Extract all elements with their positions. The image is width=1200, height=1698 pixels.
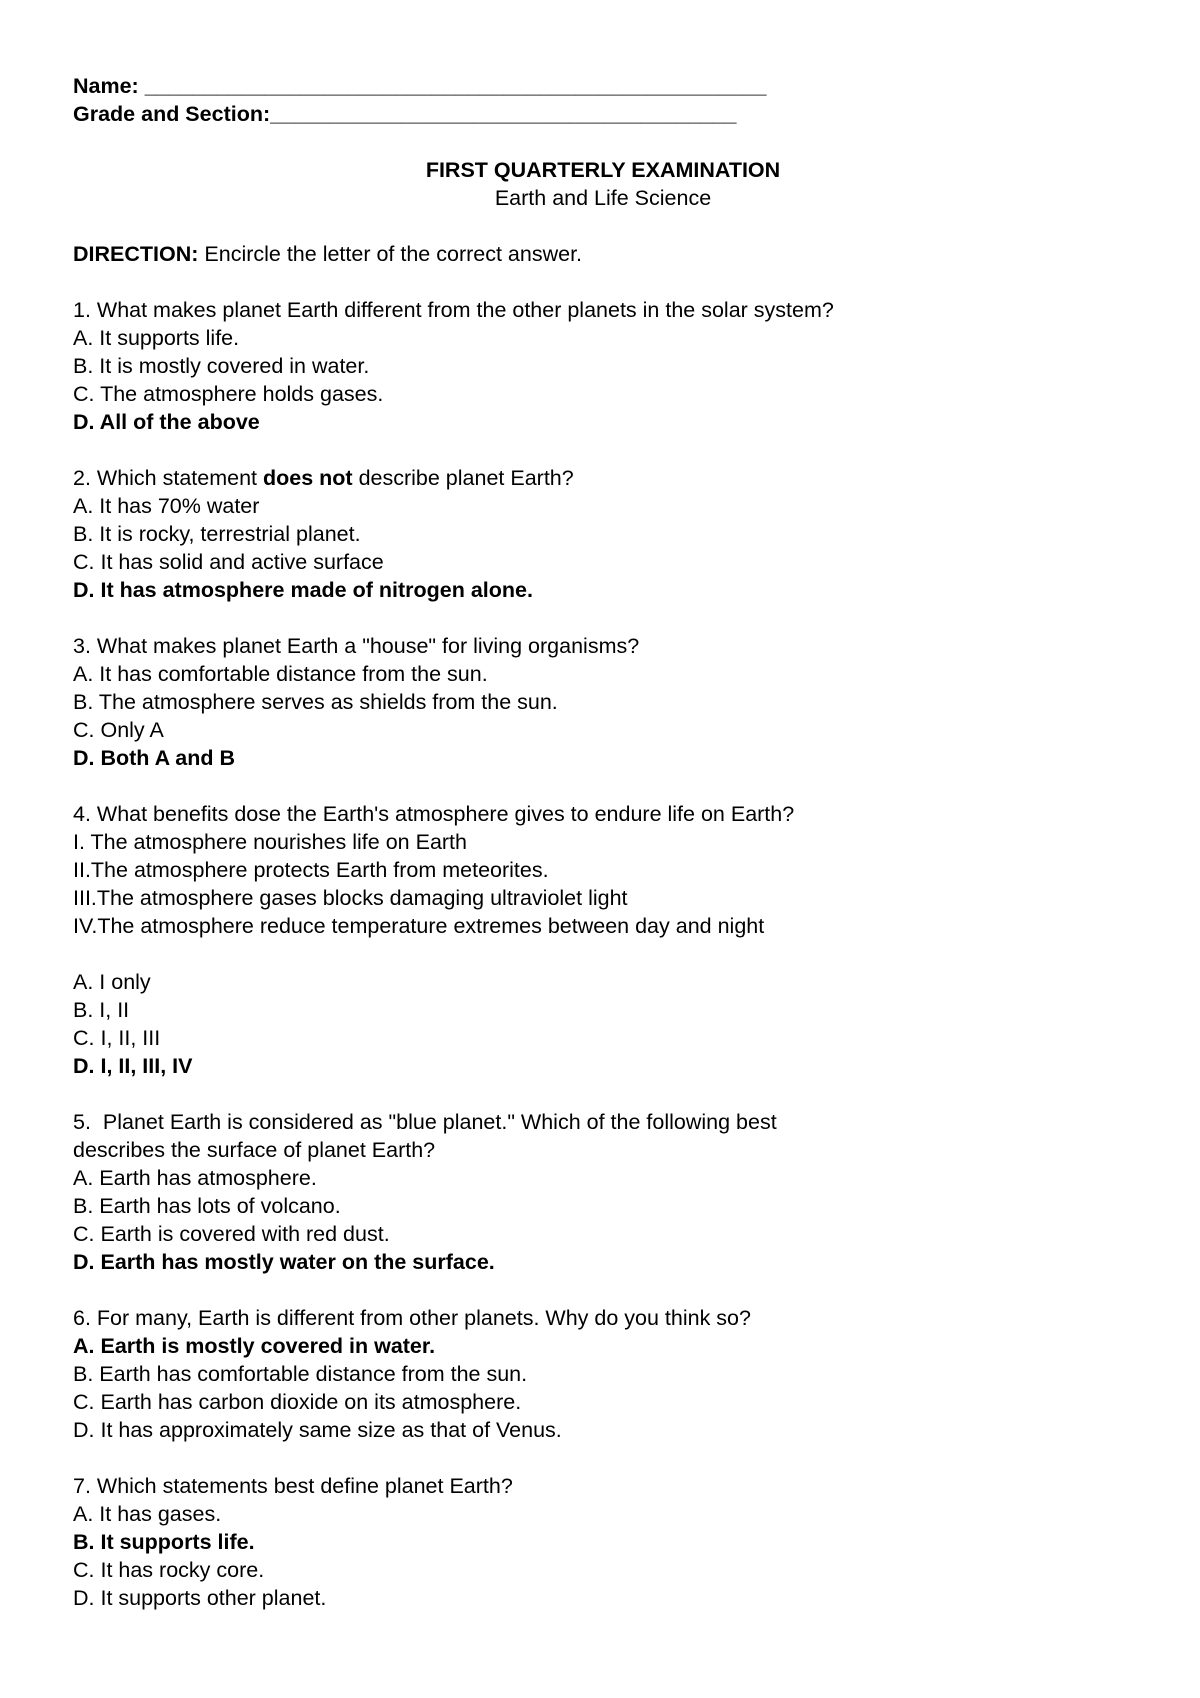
question-1 [73,296,1133,436]
question-5-choice-d[interactable]: D. Earth has mostly water on the surface. [73,1250,495,1274]
question-7-text: 7. Which statements best define planet Earth? [73,1474,513,1498]
question-4-statement-i: I. The atmosphere nourishes life on Earth [73,830,467,854]
question-6 [73,1304,1133,1444]
grade-section-label: Grade and Section: [73,102,271,126]
question-4-choice-c[interactable]: C. I, II, III [73,1026,161,1050]
question-2-text-pre: 2. Which statement [73,466,263,490]
question-1-choice-d[interactable]: D. All of the above [73,410,260,434]
question-6-choice-a[interactable]: A. Earth is mostly covered in water. [73,1334,436,1358]
question-4-text: 4. What benefits dose the Earth's atmosphere gives to endure life on Earth? [73,802,795,826]
question-6-choice-b[interactable]: B. Earth has comfortable distance from the sun. [73,1362,528,1386]
question-3-text: 3. What makes planet Earth a "house" for living organisms? [73,634,640,658]
question-1-choice-b[interactable]: B. It is mostly covered in water. [73,354,370,378]
question-5-choice-a[interactable]: A. Earth has atmosphere. [73,1166,317,1190]
grade-section-blank-line[interactable]: _______________________________________ [270,102,737,126]
question-2-choice-b[interactable]: B. It is rocky, terrestrial planet. [73,522,361,546]
question-6-choice-c[interactable]: C. Earth has carbon dioxide on its atmosphere. [73,1390,522,1414]
question-4-choice-b[interactable]: B. I, II [73,998,130,1022]
question-1-choice-c[interactable]: C. The atmosphere holds gases. [73,382,384,406]
question-3 [73,632,1133,772]
question-5 [73,1108,1133,1276]
question-5-text-line-2: describes the surface of planet Earth? [73,1138,436,1162]
question-2-choice-c[interactable]: C. It has solid and active surface [73,550,384,574]
question-4 [73,800,1133,1080]
question-4-statement-iv: IV.The atmosphere reduce temperature extremes between day and night [73,914,765,938]
question-4-statement-iii: III.The atmosphere gases blocks damaging ultraviolet light [73,886,628,910]
question-1-text: 1. What makes planet Earth different from the other planets in the solar system? [73,298,834,322]
direction [73,240,1133,268]
question-2-text-emphasis: does not [263,466,353,490]
question-7-choice-c[interactable]: C. It has rocky core. [73,1558,265,1582]
question-6-text: 6. For many, Earth is different from other planets. Why do you think so? [73,1306,751,1330]
question-2-choice-a[interactable]: A. It has 70% water [73,494,260,518]
question-7-choice-d[interactable]: D. It supports other planet. [73,1586,327,1610]
question-7 [73,1472,1133,1612]
name-label: Name: [73,74,145,98]
question-5-choice-c[interactable]: C. Earth is covered with red dust. [73,1222,390,1246]
question-6-choice-d[interactable]: D. It has approximately same size as that of Venus. [73,1418,562,1442]
question-4-choice-d[interactable]: D. I, II, III, IV [73,1054,193,1078]
question-3-choice-b[interactable]: B. The atmosphere serves as shields from the sun. [73,690,558,714]
question-7-choice-b[interactable]: B. It supports life. [73,1530,255,1554]
question-3-choice-d[interactable]: D. Both A and B [73,746,236,770]
question-1-choice-a[interactable]: A. It supports life. [73,326,240,350]
question-2-text-post: describe planet Earth? [352,466,574,490]
question-3-choice-a[interactable]: A. It has comfortable distance from the sun. [73,662,488,686]
question-2-text [73,464,1133,492]
grade-section-field-row [73,100,1133,128]
question-2-choice-d[interactable]: D. It has atmosphere made of nitrogen alone. [73,578,533,602]
name-blank-line[interactable]: ____________________________________________________ [144,74,767,98]
exam-subject: Earth and Life Science [494,186,712,210]
question-5-text-line-1: 5. Planet Earth is considered as "blue planet." Which of the following best [73,1110,777,1134]
name-field-row [73,72,1133,100]
question-3-choice-c[interactable]: C. Only A [73,718,164,742]
question-4-statement-ii: II.The atmosphere protects Earth from meteorites. [73,858,549,882]
question-7-choice-a[interactable]: A. It has gases. [73,1502,222,1526]
exam-title: FIRST QUARTERLY EXAMINATION [425,158,781,182]
exam-page [73,72,1133,1612]
question-4-choice-a[interactable]: A. I only [73,970,151,994]
direction-text: Encircle the letter of the correct answer. [198,242,583,266]
question-5-choice-b[interactable]: B. Earth has lots of volcano. [73,1194,341,1218]
direction-label: DIRECTION: [73,242,199,266]
question-2 [73,464,1133,604]
